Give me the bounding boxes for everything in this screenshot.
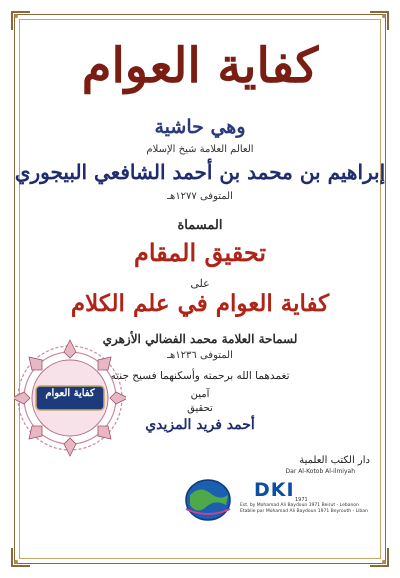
publisher-year: 1971 <box>295 497 308 503</box>
editor-label: تحقيق <box>187 403 213 414</box>
base-text-title: كفاية العوام في علم الكلام <box>70 290 330 317</box>
corner-ornament-icon <box>10 546 32 568</box>
publisher-est-line: Etablie par Mohamad Ali Baydoun 1971 Beyrouth - Liban <box>240 509 368 514</box>
publisher-establishment <box>240 503 368 515</box>
corner-ornament-icon <box>368 10 390 32</box>
book-title: كفاية العوام <box>81 38 319 94</box>
publisher-name-english: Dar Al-Kotob Al-ilmiyah <box>285 468 355 475</box>
rosette-title: كفاية العوام <box>45 388 95 399</box>
publisher-logo-text: DKI <box>254 479 295 501</box>
author-death-date: المتوفى ١٢٧٧هـ <box>167 191 233 202</box>
publisher-name-arabic: دار الكتب العلمية <box>299 455 370 466</box>
globe-logo-icon <box>180 475 236 525</box>
corner-ornament-icon <box>10 10 32 32</box>
named-label: المسماة <box>177 218 223 233</box>
base-author-name: لسماحة العلامة محمد الفضالي الأزهري <box>102 332 298 346</box>
amin-line: آمين <box>190 389 210 400</box>
author-name: إبراهيم بن محمد بن أحمد الشافعي البيجوري <box>14 160 386 184</box>
book-subtitle: وهي حاشية <box>154 116 246 138</box>
publisher-est-line: Est. by Mohamad Ali Baydoun 1971 Beirut - Lebanon <box>240 503 359 508</box>
scholar-honorific: العالم العلامة شيخ الإسلام <box>146 144 254 155</box>
editor-name: أحمد فريد المزيدي <box>145 417 255 433</box>
base-author-death-date: المتوفى ١٢٣٦هـ <box>167 350 233 361</box>
ala-label: على <box>190 277 210 290</box>
supplication-line: تغمدهما الله برحمته وأسكنهما فسيح جنته <box>110 370 290 382</box>
corner-ornament-icon <box>368 546 390 568</box>
publisher-block <box>150 455 370 555</box>
commentary-title: تحقيق المقام <box>133 238 267 267</box>
